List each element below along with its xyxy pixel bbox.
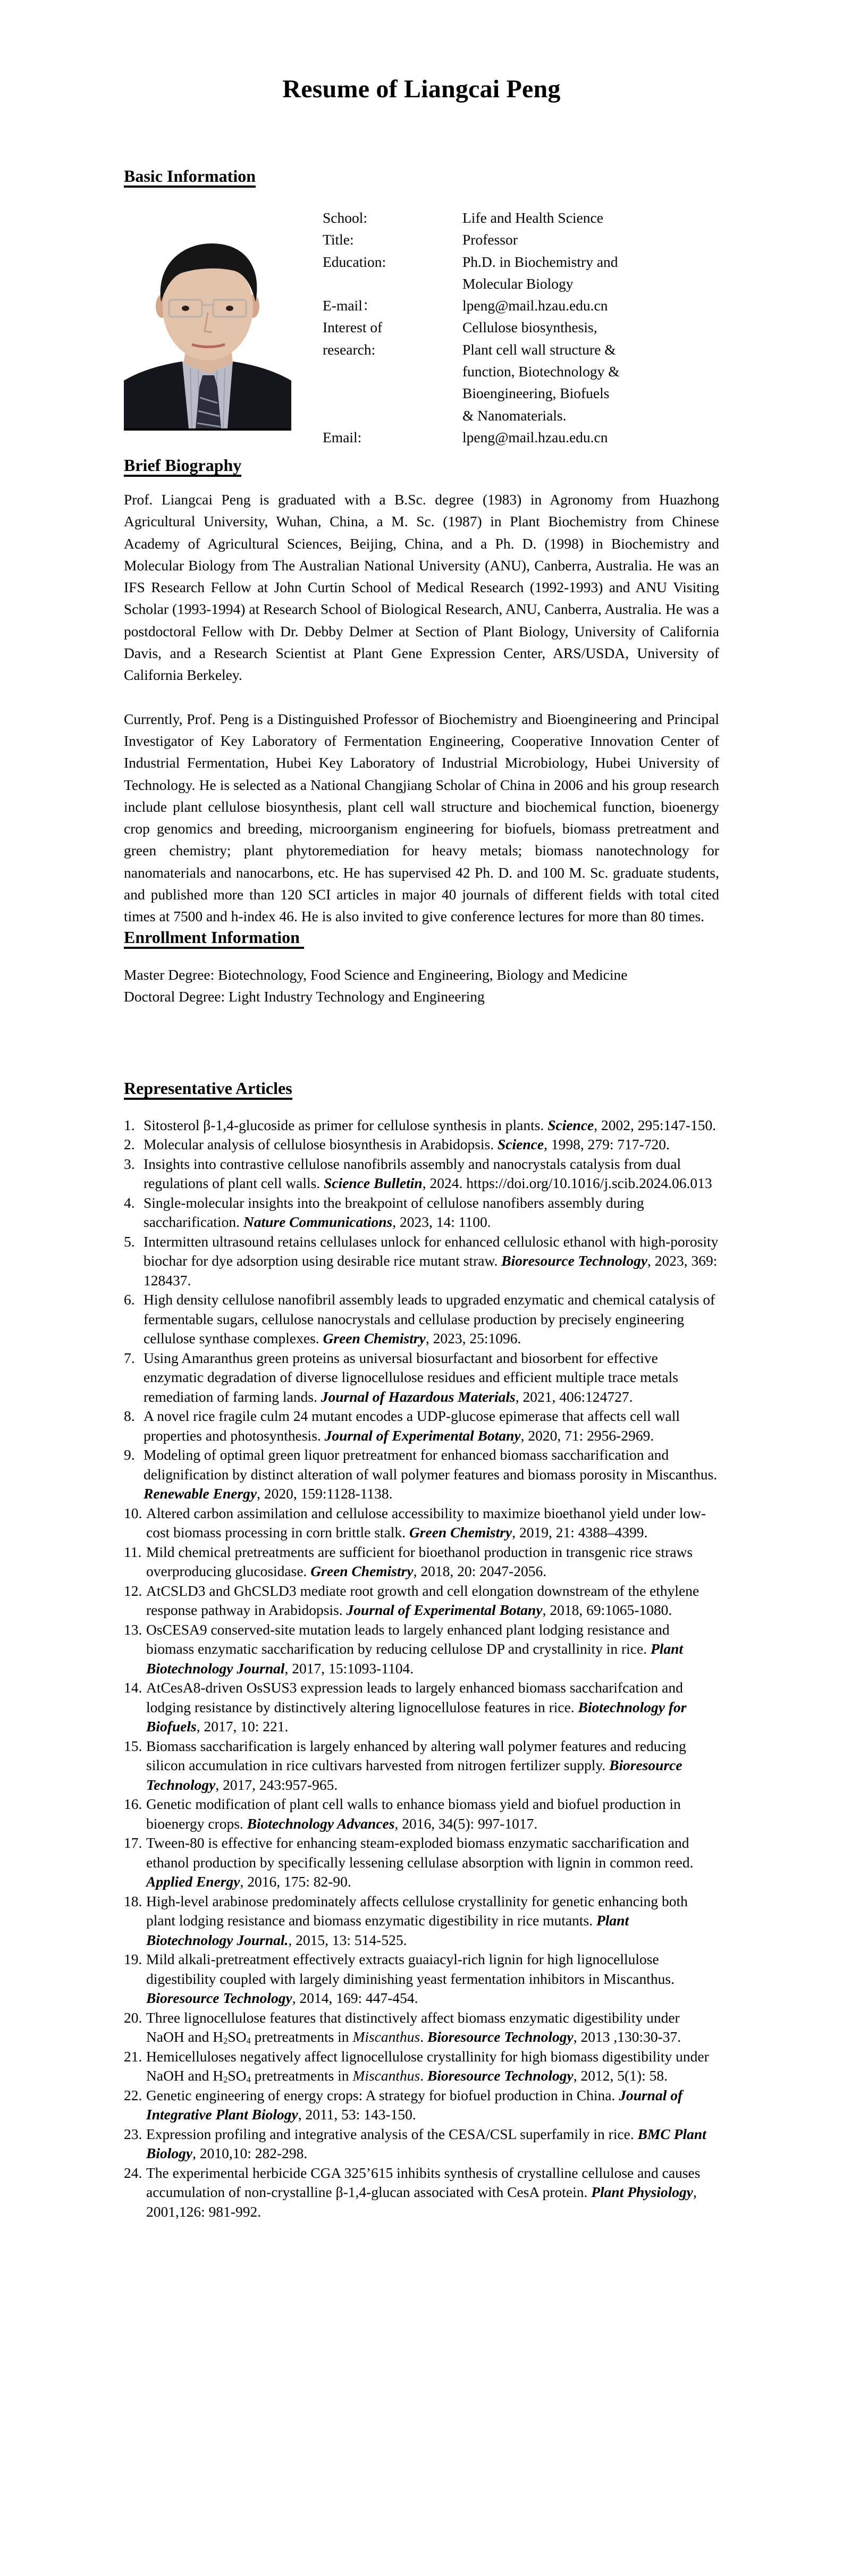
journal-name: Renewable Energy	[144, 1485, 257, 1502]
article-title: Sitosterol β-1,4-glucoside as primer for cellulose synthesis in plants.	[144, 1116, 548, 1133]
article-title: The experimental herbicide CGA 325’615 inhibits synthesis of crystalline cellulose and causes accumulation of non-crystalline β-1,4-glucan associated with CesA protein.	[146, 2164, 701, 2201]
article-title: Altered carbon assimilation and cellulose accessibility to maximize bioethanol yield under low-cost biomass processing in corn brittle stalk.	[146, 1504, 706, 1541]
article-title-end: .	[420, 2067, 427, 2084]
master-degree-line: Master Degree: Biotechnology, Food Science and Engineering, Biology and Medicine	[124, 966, 628, 983]
article-item	[124, 2086, 719, 2125]
article-item	[124, 1135, 719, 1155]
article-number: 15.	[124, 1737, 142, 1754]
article-citation: , 2016, 175: 82-90.	[240, 1873, 351, 1890]
article-number: 7.	[124, 1349, 135, 1366]
article-number: 6.	[124, 1291, 135, 1308]
article-title: A novel rice fragile culm 24 mutant encodes a UDP-glucose epimerase that affects cell wall properties and photosynthesis.	[144, 1408, 680, 1444]
species-name: Miscanthus	[352, 2067, 420, 2084]
email-label: E-mail：	[323, 297, 377, 314]
enrollment-list	[124, 964, 719, 1007]
research-interest-value: Cellulose biosynthesis, Plant cell wall structure & function, Biotechnology & Bioengineering, Biofuels & Nanomaterials.	[462, 319, 620, 424]
article-number: 12.	[124, 1582, 142, 1599]
journal-name: Plant Biotechnology Journal.	[146, 1912, 629, 1948]
article-item	[124, 1833, 719, 1892]
article-title: Molecular analysis of cellulose biosynthesis in Arabidopsis.	[144, 1136, 498, 1153]
article-title-formula: SO	[227, 2028, 247, 2045]
article-title: Insights into contrastive cellulose nanofibrils assembly and nanocrystals catalysis from dual regulations of plant cell walls.	[144, 1155, 681, 1192]
representative-articles-heading: Representative Articles	[124, 1079, 292, 1100]
article-item	[124, 2163, 719, 2222]
article-number: 17.	[124, 1834, 142, 1851]
article-title: Single-molecular insights into the breakpoint of cellulose nanofibers assembly during saccharification.	[144, 1194, 644, 1231]
subscript-2: 2	[223, 2074, 228, 2085]
article-item	[124, 2047, 719, 2086]
education-value: Ph.D. in Biochemistry and Molecular Biology	[462, 253, 618, 292]
journal-name: Bioresource Technology	[427, 2067, 574, 2084]
article-citation: , 2015, 13: 514-525.	[288, 1931, 407, 1948]
article-title: Mild chemical pretreatments are sufficient for bioethanol production in transgenic rice straws overproducing glucosidase.	[146, 1543, 693, 1580]
article-title: Mild alkali-pretreatment effectively extracts guaiacyl-rich lignin for high lignocellulose digestibility coupled with largely diminishing yeast fermentation inhibitors in Miscanthus.	[146, 1951, 675, 1987]
article-citation: , 2017, 10: 221.	[196, 1718, 289, 1735]
article-item	[124, 1155, 719, 1193]
journal-name: Journal of Experimental Botany	[346, 1602, 543, 1619]
article-title: Genetic engineering of energy crops: A strategy for biofuel production in China.	[146, 2086, 619, 2103]
article-item	[124, 1543, 719, 1581]
journal-name: Journal of Hazardous Materials	[321, 1388, 516, 1405]
article-number: 1.	[124, 1116, 135, 1133]
journal-name: Journal of Experimental Botany	[324, 1427, 521, 1444]
info-row-title	[323, 229, 620, 250]
article-title-cont: pretreatments in	[250, 2067, 353, 2084]
article-title-cont: pretreatments in	[250, 2028, 353, 2045]
article-citation: , 2020, 71: 2956-2969.	[520, 1427, 654, 1444]
article-citation: , 2002, 295:147-150.	[594, 1116, 716, 1133]
journal-name: Green Chemistry	[409, 1524, 512, 1541]
article-title: Biomass saccharification is largely enhanced by altering wall polymer features and reducing silicon accumulation in rice cultivars harvested from nitrogen fertilizer supply.	[146, 1737, 686, 1774]
biography-paragraph-2: Currently, Prof. Peng is a Distinguished Professor of Biochemistry and Bioengineering and Principal Investigator of Key Laboratory of Fermentation Engineering, Cooperative Innovation Center of Industrial Fermentation, Hubei Key Laboratory of Industrial Microbiology, Hubei University of Technology. He is selected as a National Changjiang Scholar of China in 2006 and his group research include plant cellulose biosynthesis, plant cell wall structure and biochemical function, bioenergy crop genomics and breeding, microorganism engineering for biofuels, biomass pretreatment and green chemistry; plant phytoremediation for heavy metals; biomass nanotechnology for nanomaterials and nanocarbons, etc. He has supervised 42 Ph. D. and 100 M. Sc. graduate students, and published more than 120 SCI articles in major 40 journals of different fields with total cited times at 7500 and h-index 46. He is also invited to give conference lectures for more than 80 times.	[124, 710, 719, 925]
journal-name: Biotechnology Advances	[247, 1815, 395, 1832]
article-citation: , 2024. https://doi.org/10.1016/j.scib.2024.06.013	[422, 1175, 712, 1192]
article-number: 24.	[124, 2164, 142, 2181]
article-number: 22.	[124, 2086, 142, 2103]
article-number: 10.	[124, 1504, 142, 1521]
article-title: High density cellulose nanofibril assembly leads to upgraded enzymatic and chemical catalysis of fermentable sugars, cellulose nanocrystals and cellulase production by precisely engineering cellulose synthase complexes.	[144, 1291, 715, 1347]
article-number: 14.	[124, 1679, 142, 1696]
article-citation: , 2001,126: 981-992.	[146, 2184, 697, 2220]
school-value: Life and Health Science	[462, 209, 603, 226]
journal-name: Plant Physiology	[591, 2184, 693, 2201]
journal-name: Applied Energy	[146, 1873, 240, 1890]
journal-name: Bioresource Technology	[427, 2028, 574, 2045]
journal-name: Biotechnology for Biofuels	[146, 1698, 687, 1735]
doctoral-degree-line: Doctoral Degree: Light Industry Technology and Engineering	[124, 988, 485, 1005]
school-label: School:	[323, 209, 368, 226]
journal-name: Nature Communications	[243, 1214, 393, 1231]
article-title: Hemicelluloses negatively affect lignocellulose crystallinity for high biomass digestibility under NaOH and H	[146, 2048, 709, 2084]
article-item	[124, 2125, 719, 2163]
article-title: Expression profiling and integrative analysis of the CESA/CSL superfamily in rice.	[146, 2125, 638, 2142]
portrait-image-icon	[124, 243, 291, 428]
article-number: 2.	[124, 1136, 135, 1153]
journal-name: Science	[547, 1116, 594, 1133]
basic-information-section	[124, 188, 719, 443]
basic-info-table	[323, 207, 620, 448]
title-label: Title:	[323, 231, 354, 248]
article-citation: , 2016, 34(5): 997-1017.	[394, 1815, 538, 1832]
article-item	[124, 1581, 719, 1620]
biography-paragraph-1: Prof. Liangcai Peng is graduated with a B.Sc. degree (1983) in Agronomy from Huazhong Agricultural University, Wuhan, China, a M. Sc. (1987) in Plant Biochemistry from Chinese Academy of Agricultural Sciences, Beijing, China, and a Ph. D. (1998) in Biochemistry and Molecular Biology from The Australian National University (ANU), Canberra, Australia. He was an IFS Research Fellow at John Curtin School of Medical Research (1992-1993) and ANU Visiting Scholar (1993-1994) at Research School of Biological Research, ANU, Canberra, Australia. He was a postdoctoral Fellow with Dr. Debby Delmer at Section of Plant Biology, University of California Davis, and a Research Scientist at Plant Gene Expression Center, ARS/USDA, University of California Berkeley.	[124, 491, 719, 684]
article-title: Modeling of optimal green liquor pretreatment for enhanced biomass saccharification and delignification by distinct alteration of wall polymer features and biomass porosity in Miscanthus.	[144, 1446, 718, 1483]
journal-name: Bioresource Technology	[146, 1757, 682, 1793]
article-number: 19.	[124, 1951, 142, 1968]
journal-name: Green Chemistry	[323, 1330, 426, 1347]
article-number: 23.	[124, 2125, 142, 2142]
resume-page	[124, 0, 719, 2221]
article-item	[124, 2008, 719, 2047]
article-item	[124, 1620, 719, 1679]
subscript-2: 2	[223, 2035, 228, 2046]
article-number: 8.	[124, 1408, 135, 1425]
article-item	[124, 1950, 719, 2008]
article-title-end: .	[420, 2028, 427, 2045]
journal-name: BMC Plant Biology	[146, 2125, 706, 2162]
article-citation: , 2013 ,130:30-37.	[573, 2028, 681, 2045]
article-number: 16.	[124, 1796, 142, 1813]
article-number: 11.	[124, 1543, 142, 1560]
article-citation: , 1998, 279: 717-720.	[544, 1136, 670, 1153]
article-citation: , 2017, 243:957-965.	[215, 1776, 338, 1793]
article-item	[124, 1795, 719, 1833]
article-item	[124, 1407, 719, 1445]
article-citation: , 2023, 14: 1100.	[392, 1214, 491, 1231]
articles-list	[124, 1116, 719, 2222]
article-number: 5.	[124, 1233, 135, 1250]
article-citation: , 2023, 25:1096.	[425, 1330, 521, 1347]
article-title: Genetic modification of plant cell walls to enhance biomass yield and biofuel production in bioenergy crops.	[146, 1796, 681, 1832]
email-value[interactable]: lpeng@mail.hzau.edu.cn	[462, 297, 608, 314]
article-title: Three lignocellulose features that distinctively affect biomass enzymatic digestibility under NaOH and H	[146, 2009, 680, 2045]
article-number: 20.	[124, 2009, 142, 2026]
info-row-email-secondary	[323, 426, 620, 448]
info-row-education	[323, 251, 620, 295]
article-number: 13.	[124, 1621, 142, 1638]
profile-photo	[124, 243, 291, 431]
journal-name: Bioresource Technology	[146, 1990, 292, 2007]
basic-information-heading: Basic Information	[124, 166, 256, 188]
article-item	[124, 1737, 719, 1795]
subscript-4: 4	[246, 2035, 251, 2046]
journal-name: Science Bulletin	[324, 1175, 423, 1192]
article-citation: , 2023, 369: 128437.	[144, 1252, 718, 1289]
info-row-research-interest	[323, 316, 620, 426]
enrollment-information-heading: Enrollment Information	[124, 928, 304, 949]
article-item	[124, 1349, 719, 1407]
article-citation: , 2010,10: 282-298.	[192, 2145, 308, 2162]
page-title: Resume of Liangcai Peng	[282, 75, 561, 103]
article-citation: , 2017, 15:1093-1104.	[284, 1660, 414, 1677]
article-item	[124, 1193, 719, 1232]
article-item	[124, 1892, 719, 1950]
article-citation: , 2012, 5(1): 58.	[573, 2067, 668, 2084]
info-row-email-primary	[323, 294, 620, 316]
article-citation: , 2018, 69:1065-1080.	[542, 1602, 672, 1619]
journal-name: Bioresource Technology	[501, 1252, 648, 1269]
article-title: OsCESA9 conserved-site mutation leads to largely enhanced plant lodging resistance and biomass enzymatic saccharification by reducing cellulose DP and crystallinity in rice.	[146, 1621, 670, 1657]
journal-name: Green Chemistry	[310, 1563, 414, 1580]
article-number: 9.	[124, 1446, 135, 1463]
article-title: Tween-80 is effective for enhancing steam-exploded biomass enzymatic saccharification and ethanol production by specifically lessening cellulase absorption with lignin in common reed.	[146, 1834, 694, 1871]
brief-biography-heading: Brief Biography	[124, 456, 241, 477]
article-citation: , 2014, 169: 447-454.	[292, 1990, 418, 2007]
article-item	[124, 1678, 719, 1737]
journal-name: Journal of Integrative Plant Biology	[146, 2086, 683, 2123]
research-interest-label: Interest of research:	[323, 319, 383, 358]
species-name: Miscanthus	[352, 2028, 420, 2045]
article-number: 3.	[124, 1155, 135, 1172]
article-title-formula: SO	[227, 2067, 247, 2084]
article-title: AtCesA8-driven OsSUS3 expression leads to largely enhanced biomass saccharifcation and lodging resistance by distinctively altering lignocellulose features in rice.	[146, 1679, 683, 1715]
article-item	[124, 1445, 719, 1504]
education-label: Education:	[323, 253, 386, 270]
journal-name: Plant Biotechnology Journal	[146, 1640, 684, 1677]
article-citation: , 2011, 53: 143-150.	[298, 2106, 416, 2123]
email-secondary-value[interactable]: lpeng@mail.hzau.edu.cn	[462, 428, 608, 445]
article-item	[124, 1504, 719, 1543]
article-citation: , 2021, 406:124727.	[515, 1388, 633, 1405]
article-number: 4.	[124, 1194, 135, 1211]
article-citation: , 2019, 21: 4388–4399.	[512, 1524, 648, 1541]
article-title: High-level arabinose predominately affects cellulose crystallinity for genetic enhancing both plant lodging resistance and biomass enzymatic digestibility in rice mutants.	[146, 1892, 688, 1929]
article-title: Intermitten ultrasound retains cellulases unlock for enhanced cellulosic ethanol with high-porosity biochar for dye adsorption using desirable rice mutant straw.	[144, 1233, 719, 1269]
article-title: Using Amaranthus green proteins as universal biosurfactant and biosorbent for effective enzymatic degradation of diverse lignocellulose residues and efficient multiple trace metals remediation of farming lands.	[144, 1349, 678, 1405]
article-item	[124, 1290, 719, 1349]
subscript-4: 4	[246, 2074, 251, 2085]
email-secondary-label: Email:	[323, 428, 362, 445]
article-item	[124, 1232, 719, 1291]
article-title: AtCSLD3 and GhCSLD3 mediate root growth and cell elongation downstream of the ethylene response pathway in Arabidopsis.	[146, 1582, 699, 1619]
journal-name: Science	[498, 1136, 544, 1153]
article-item	[124, 1116, 719, 1135]
article-citation: , 2018, 20: 2047-2056.	[413, 1563, 547, 1580]
article-number: 18.	[124, 1892, 142, 1909]
article-number: 21.	[124, 2048, 142, 2065]
info-row-school	[323, 207, 620, 229]
article-citation: , 2020, 159:1128-1138.	[257, 1485, 393, 1502]
title-value: Professor	[462, 231, 518, 248]
